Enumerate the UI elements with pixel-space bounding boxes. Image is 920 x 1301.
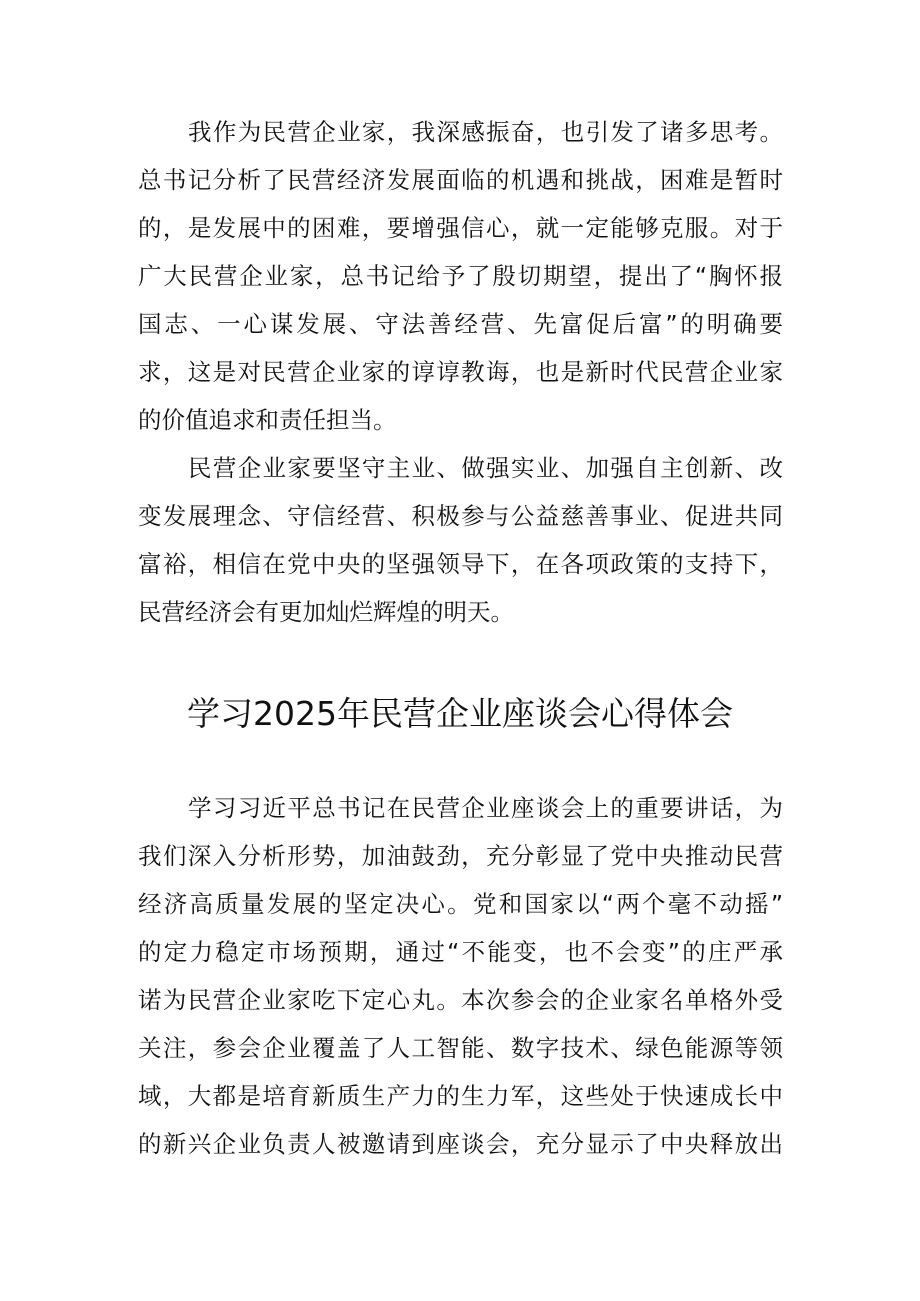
paragraph-line: 总书记分析了民营经济发展面临的机遇和挑战，困难是暂时 <box>138 166 783 194</box>
paragraph-line: 经济高质量发展的坚定决心。党和国家以“两个毫不动摇” <box>138 890 783 918</box>
paragraph-line: 变发展理念、守信经营、积极参与公益慈善事业、促进共同 <box>138 502 783 530</box>
paragraph-line: 诺为民营企业家吃下定心丸。本次参会的企业家名单格外受 <box>138 986 783 1014</box>
paragraph-line: 的价值追求和责任担当。 <box>138 406 397 434</box>
paragraph-line: 富裕，相信在党中央的坚强领导下，在各项政策的支持下， <box>138 550 783 578</box>
paragraph-line: 的定力稳定市场预期，通过“不能变，也不会变”的庄严承 <box>138 938 783 966</box>
paragraph-line: 求，这是对民营企业家的谆谆教诲，也是新时代民营企业家 <box>138 358 783 386</box>
paragraph-line: 民营企业家要坚守主业、做强实业、加强自主创新、改 <box>188 454 783 482</box>
paragraph-line: 域，大都是培育新质生产力的生力军，这些处于快速成长中 <box>138 1082 783 1110</box>
paragraph-line: 的新兴企业负责人被邀请到座谈会，充分显示了中央释放出 <box>138 1130 783 1158</box>
paragraph-line: 关注，参会企业覆盖了人工智能、数字技术、绿色能源等领 <box>138 1034 783 1062</box>
paragraph-line: 的，是发展中的困难，要增强信心，就一定能够克服。对于 <box>138 214 783 242</box>
paragraph-line: 民营经济会有更加灿烂辉煌的明天。 <box>138 598 514 626</box>
section-title: 学习2025年民营企业座谈会心得体会 <box>187 694 733 733</box>
paragraph-line: 我作为民营企业家，我深感振奋，也引发了诸多思考。 <box>188 118 783 146</box>
paragraph-line: 国志、一心谋发展、守法善经营、先富促后富”的明确要 <box>138 310 783 338</box>
paragraph-line: 广大民营企业家，总书记给予了殷切期望，提出了“胸怀报 <box>138 262 783 290</box>
paragraph-line: 我们深入分析形势，加油鼓劲，充分彰显了党中央推动民营 <box>138 842 783 870</box>
paragraph-line: 学习习近平总书记在民营企业座谈会上的重要讲话，为 <box>188 794 783 822</box>
